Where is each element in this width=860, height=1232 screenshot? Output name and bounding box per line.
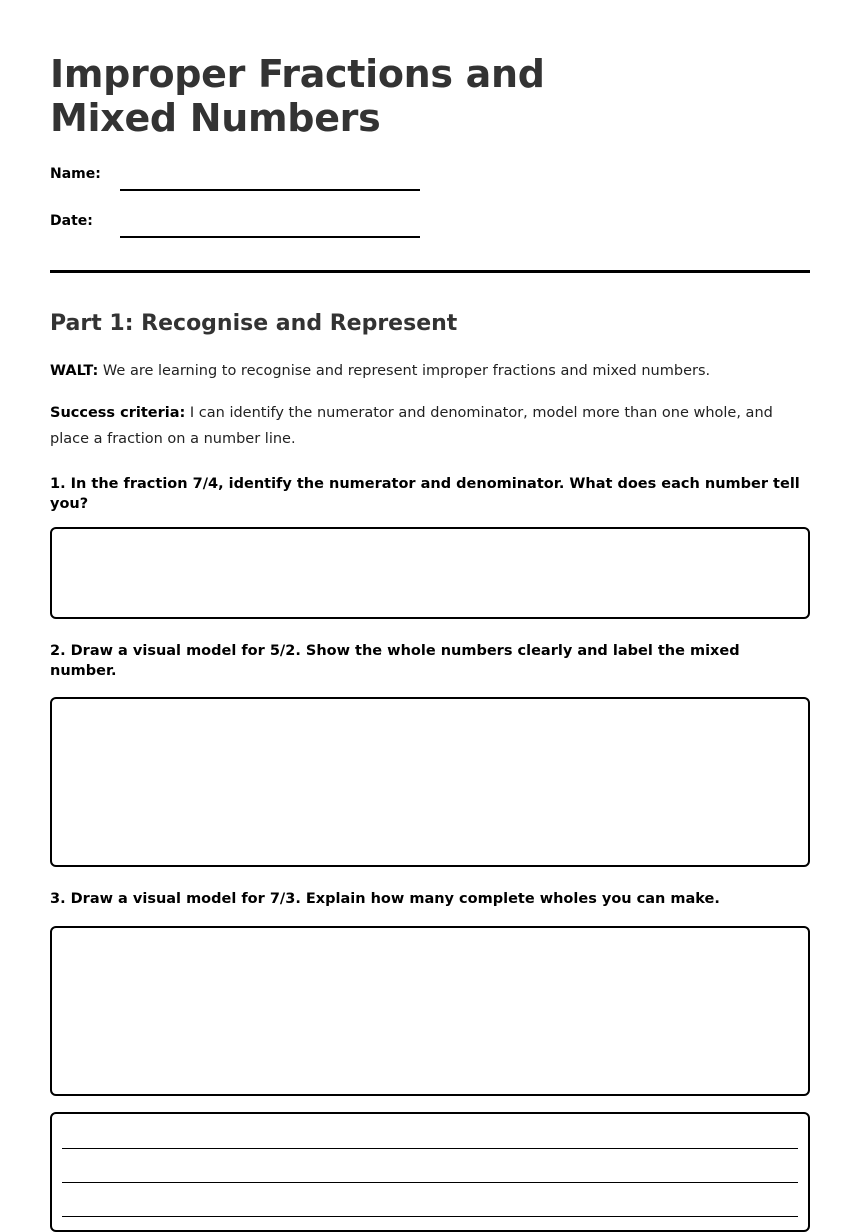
question-1: 1. In the fraction 7/4, identify the numerator and denominator. What does each number tell you? (50, 476, 800, 512)
name-row (50, 165, 810, 187)
page-title: Improper Fractions and Mixed Numbers (50, 52, 545, 140)
answer-box-2[interactable] (50, 697, 810, 867)
walt-statement (50, 358, 810, 384)
success-criteria-text: I can identify the numerator and denominator, model more than one whole, and place a fraction on a number line. (50, 405, 773, 447)
section-divider (50, 270, 810, 273)
name-field[interactable] (120, 189, 420, 191)
question-2: 2. Draw a visual model for 5/2. Show the whole numbers clearly and label the mixed number. (50, 643, 740, 679)
date-field[interactable] (120, 236, 420, 238)
success-criteria-label: Success criteria: (50, 405, 186, 421)
date-row (50, 212, 810, 234)
writing-line (62, 1148, 798, 1149)
answer-box-3-writing[interactable] (50, 1112, 810, 1232)
writing-line (62, 1216, 798, 1217)
walt-text: We are learning to recognise and represent improper fractions and mixed numbers. (98, 363, 711, 379)
walt-label: WALT: (50, 363, 99, 379)
success-criteria (50, 400, 810, 452)
question-3: 3. Draw a visual model for 7/3. Explain how many complete wholes you can make. (50, 891, 720, 907)
writing-line (62, 1182, 798, 1183)
date-label: Date: (50, 213, 93, 229)
name-label: Name: (50, 166, 101, 182)
section-heading-part1: Part 1: Recognise and Represent (50, 311, 458, 336)
answer-box-1[interactable] (50, 527, 810, 619)
answer-box-3-drawing[interactable] (50, 926, 810, 1096)
